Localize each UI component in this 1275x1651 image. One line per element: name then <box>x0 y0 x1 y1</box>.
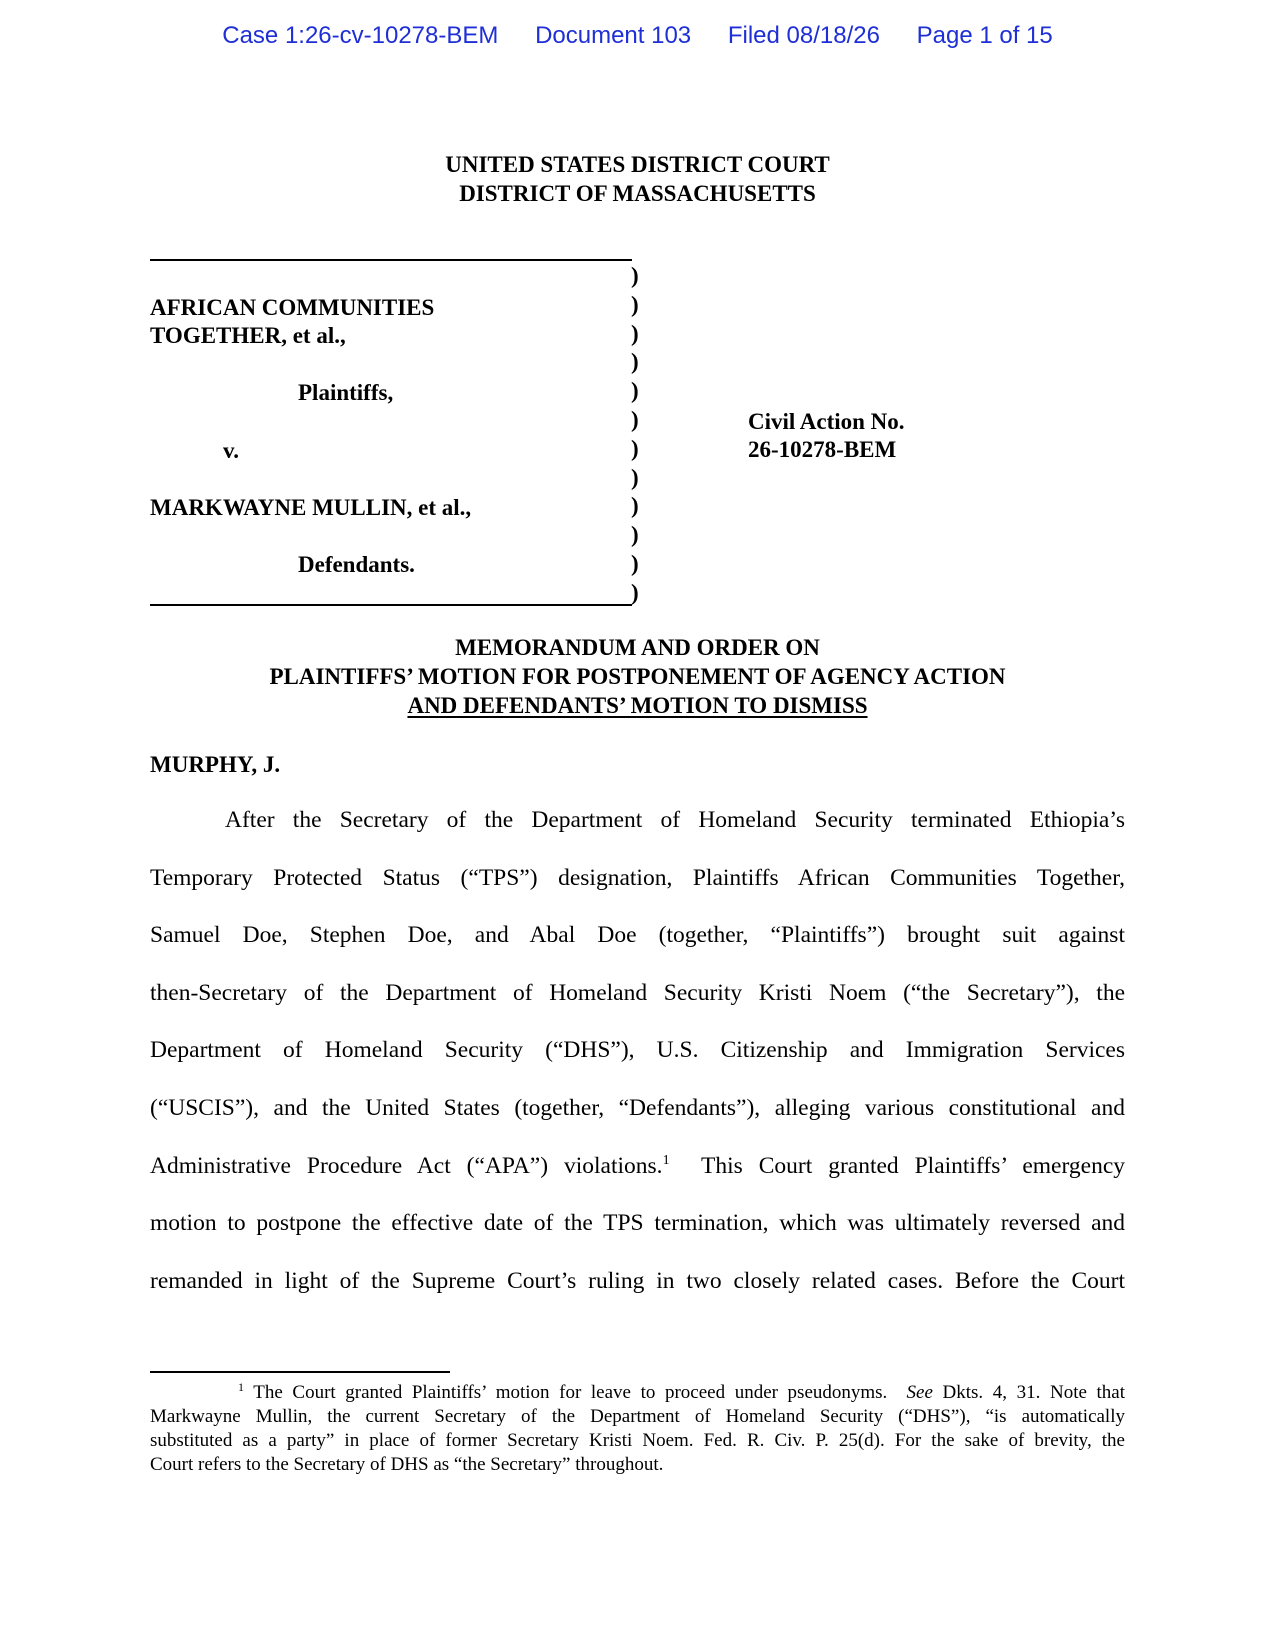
versus-label: v. <box>223 438 239 463</box>
paren: ) <box>631 263 639 288</box>
caption-top-rule <box>150 259 632 261</box>
paren: ) <box>631 550 639 576</box>
paren: ) <box>631 522 639 548</box>
body-line-tail: This Court granted Plaintiffs’ emergency <box>701 1152 1126 1179</box>
paren: ) <box>631 378 639 404</box>
paren: ) <box>631 435 639 461</box>
paren: ) <box>631 493 639 519</box>
plaintiff-name-line2: TOGETHER, et al., <box>150 323 346 348</box>
title-line1: MEMORANDUM AND ORDER ON <box>455 635 820 660</box>
body-line: Department of Homeland Security (“DHS”), U.S. Citizenship and Immigration Services <box>150 1037 1125 1064</box>
footnote-text: Dkts. 4, 31. Note that <box>942 1382 1125 1403</box>
civil-action-label: Civil Action No. <box>748 409 905 434</box>
paren: ) <box>631 406 639 432</box>
plaintiff-name-line1: AFRICAN COMMUNITIES <box>150 295 435 320</box>
body-line: remanded in light of the Supreme Court’s ruling in two closely related cases. Before the Court <box>150 1267 1125 1294</box>
document-title <box>0 633 1275 720</box>
footnote-line <box>150 1381 1125 1405</box>
title-line3: AND DEFENDANTS’ MOTION TO DISMISS <box>407 693 868 718</box>
docket-header <box>0 22 1275 50</box>
civil-action-number: 26-10278-BEM <box>748 437 897 462</box>
body-line-with-footnote <box>150 1144 1125 1202</box>
judge-name: MURPHY, J. <box>150 752 281 777</box>
body-line: then-Secretary of the Department of Homeland Security Kristi Noem (“the Secretary”), the <box>150 979 1125 1006</box>
paren: ) <box>631 349 639 375</box>
case-number: Case 1:26-cv-10278-BEM <box>222 22 499 49</box>
footnote-separator <box>150 1371 450 1373</box>
footnote-line: substituted as a party” in place of former Secretary Kristi Noem. Fed. R. Civ. P. 25(d). For the sake of brevity, the <box>150 1430 1125 1451</box>
footnote-text: The Court granted Plaintiffs’ motion for leave to proceed under pseudonyms. <box>253 1382 888 1403</box>
plaintiffs-label: Plaintiffs, <box>298 380 394 405</box>
citation-signal: See <box>906 1382 933 1403</box>
document-number: Document 103 <box>535 22 692 49</box>
court-heading <box>0 150 1275 208</box>
title-line2: PLAINTIFFS’ MOTION FOR POSTPONEMENT OF AGENCY ACTION <box>269 664 1006 689</box>
body-line: Temporary Protected Status (“TPS”) designation, Plaintiffs African Communities Together, <box>150 864 1125 891</box>
footnote-line: Markwayne Mullin, the current Secretary of the Department of Homeland Security (“DHS”), “is automatically <box>150 1406 1125 1427</box>
court-name: UNITED STATES DISTRICT COURT <box>445 152 830 177</box>
defendants-label: Defendants. <box>298 552 415 577</box>
body-line: (“USCIS”), and the United States (together, “Defendants”), alleging various constitutional and <box>150 1094 1125 1121</box>
body-line-text: Administrative Procedure Act (“APA”) violations. <box>150 1152 663 1179</box>
filed-date: Filed 08/18/26 <box>727 22 880 49</box>
footnote-line: Court refers to the Secretary of DHS as “the Secretary” throughout. <box>150 1454 664 1475</box>
caption-parentheses <box>631 262 639 608</box>
page-indicator: Page 1 of 15 <box>916 22 1053 49</box>
opinion-body <box>150 798 1125 1316</box>
paren: ) <box>631 579 639 605</box>
footnote-reference[interactable]: 1 <box>662 1152 670 1168</box>
body-line: After the Secretary of the Department of Homeland Security terminated Ethiopia’s <box>225 807 1125 833</box>
caption-bottom-rule <box>150 604 632 606</box>
court-district: DISTRICT OF MASSACHUSETTS <box>459 181 816 206</box>
paren: ) <box>631 464 639 490</box>
defendant-name: MARKWAYNE MULLIN, et al., <box>150 495 472 520</box>
footnote <box>150 1381 1125 1477</box>
paren: ) <box>631 320 639 346</box>
body-line: Samuel Doe, Stephen Doe, and Abal Doe (together, “Plaintiffs”) brought suit against <box>150 922 1125 949</box>
body-line: motion to postpone the effective date of the TPS termination, which was ultimately reversed and <box>150 1210 1125 1237</box>
footnote-marker: 1 <box>238 1380 244 1394</box>
paren: ) <box>631 291 639 317</box>
